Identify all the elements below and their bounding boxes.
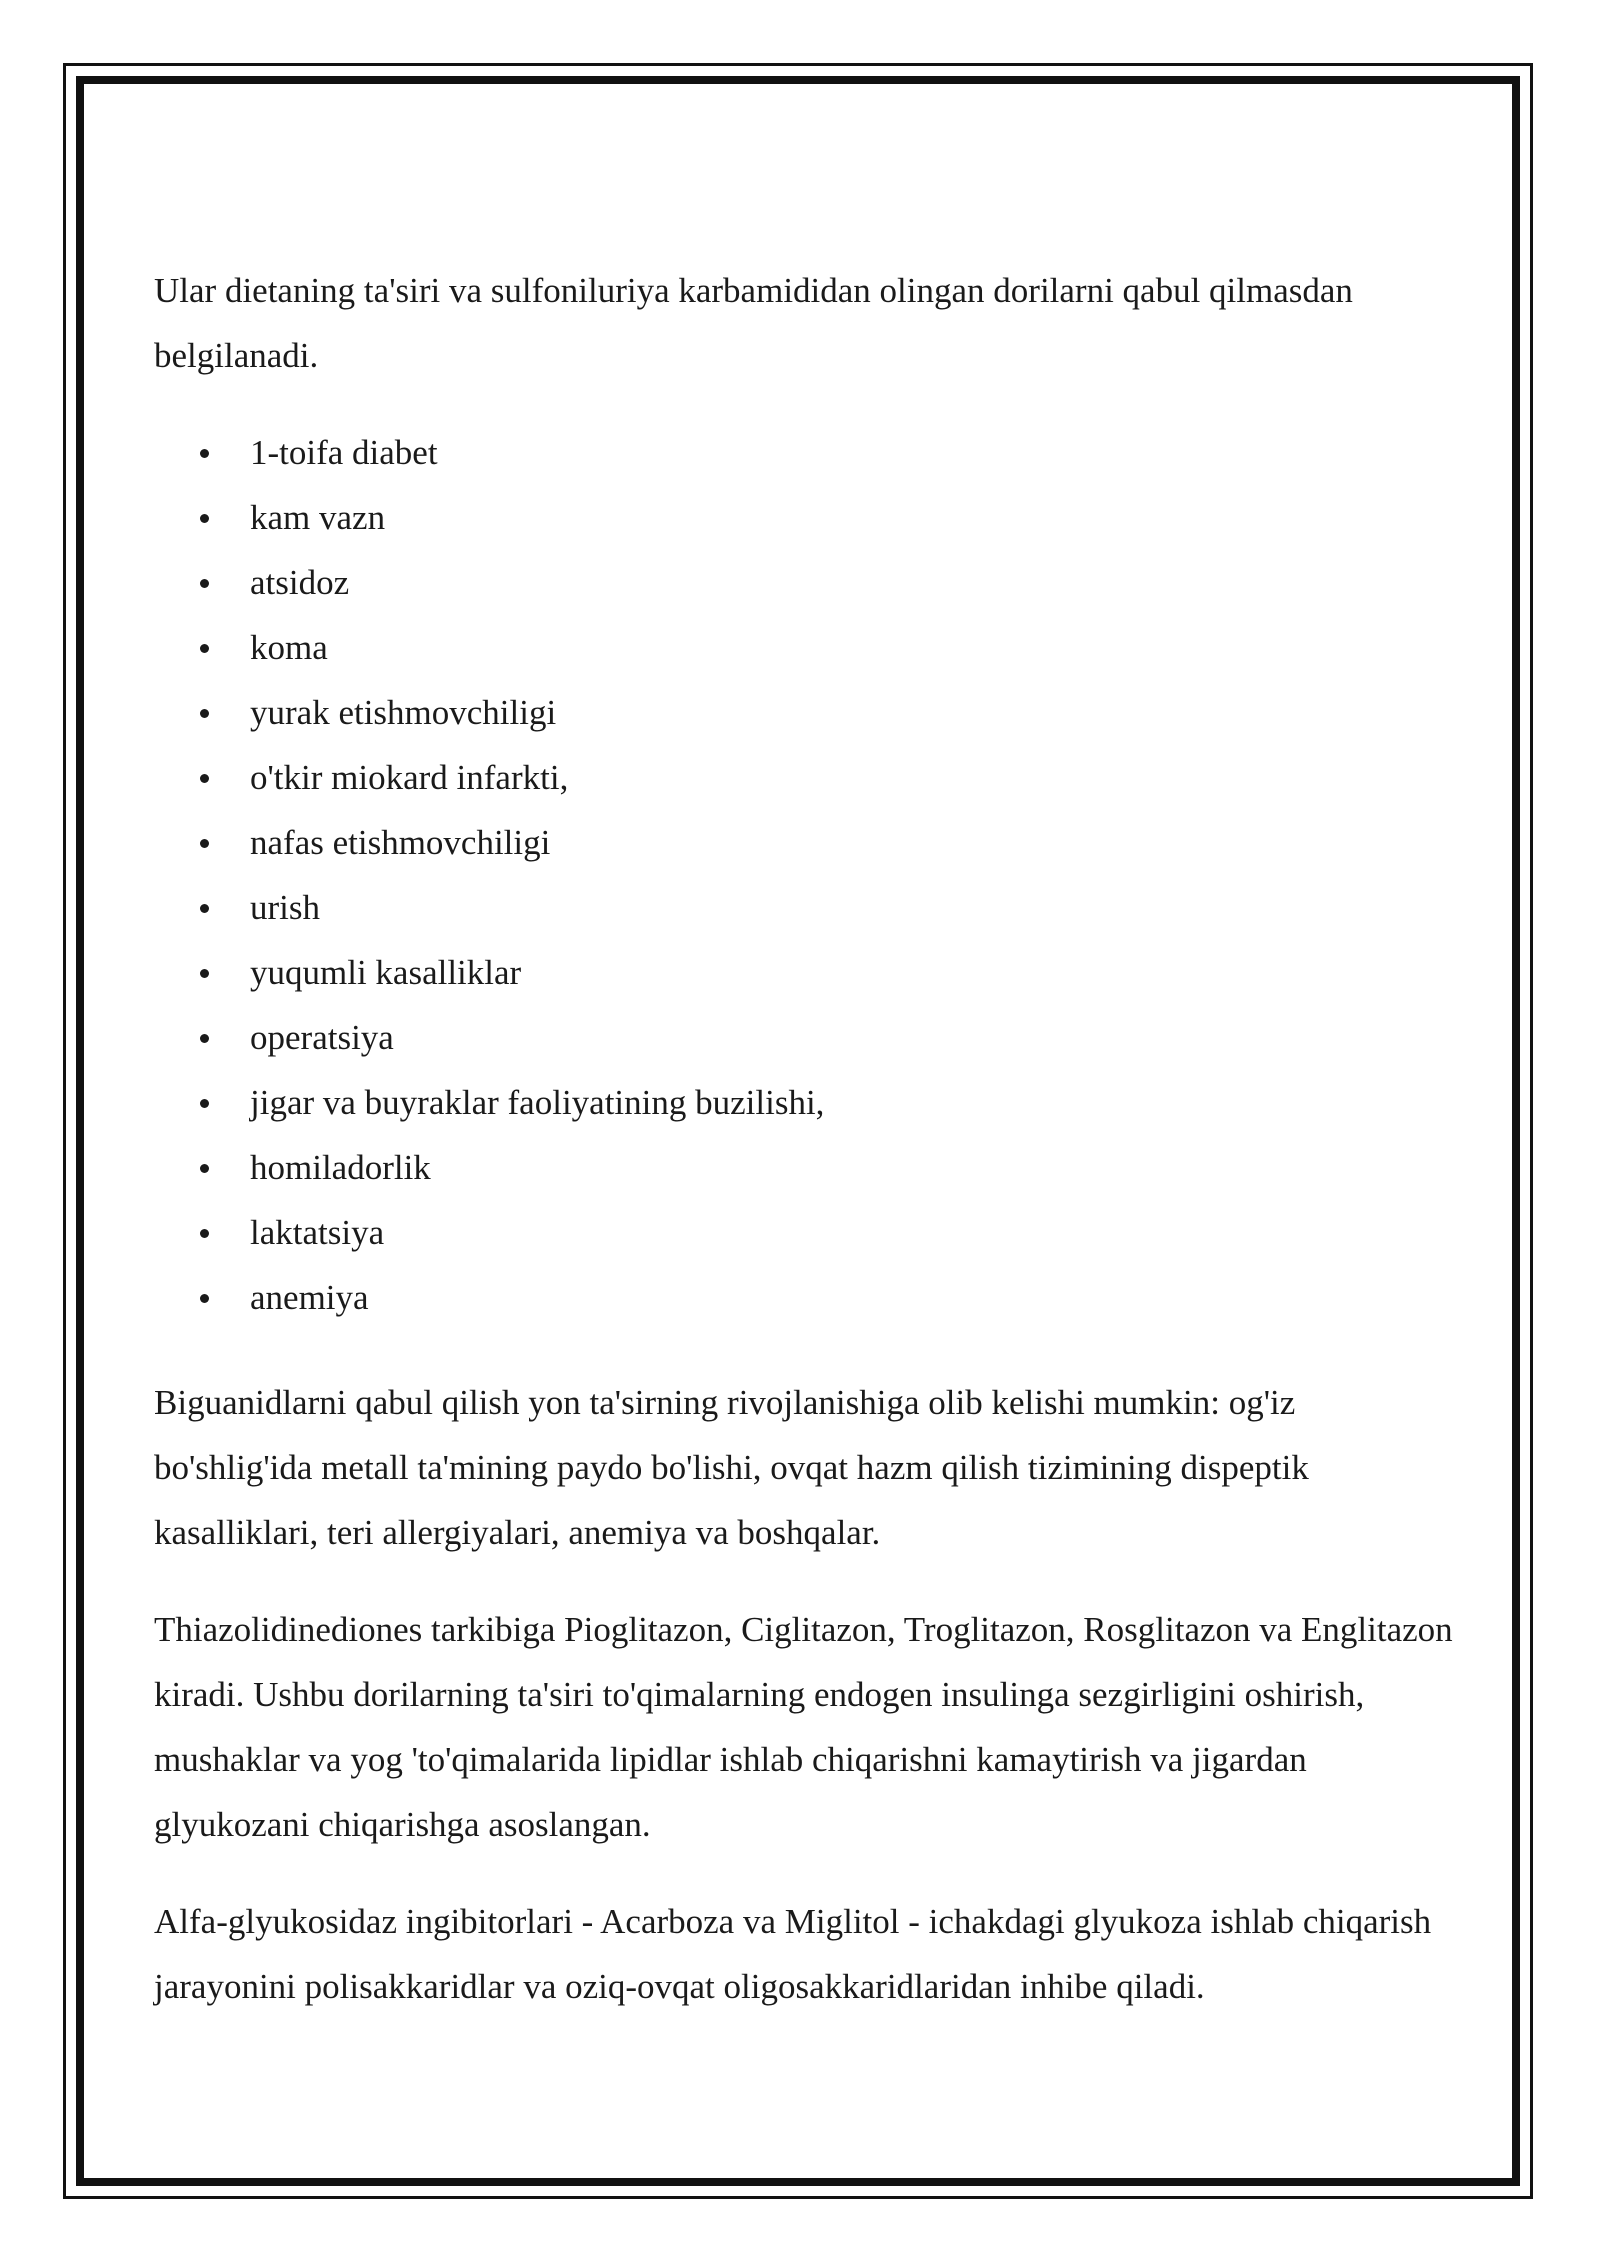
list-item [154, 940, 1454, 1005]
list-item-text: 1-toifa diabet [250, 433, 438, 472]
bullet-icon [200, 709, 209, 718]
bullet-icon [200, 1229, 209, 1238]
list-item-text: o'tkir miokard infarkti, [250, 758, 569, 797]
list-item-text: urish [250, 888, 320, 927]
contraindications-list [154, 420, 1454, 1330]
list-item-text: yuqumli kasalliklar [250, 953, 522, 992]
bullet-icon [200, 449, 209, 458]
bullet-icon [200, 644, 209, 653]
bullet-icon [200, 579, 209, 588]
list-item-text: jigar va buyraklar faoliyatining buzilishi, [250, 1083, 825, 1122]
list-item [154, 1265, 1454, 1330]
list-item [154, 1135, 1454, 1200]
bullet-icon [200, 904, 209, 913]
list-item-text: laktatsiya [250, 1213, 385, 1252]
list-item [154, 1070, 1454, 1135]
list-item [154, 485, 1454, 550]
list-item-text: yurak etishmovchiligi [250, 693, 557, 732]
bullet-icon [200, 1294, 209, 1303]
list-item [154, 810, 1454, 875]
list-item-text: homiladorlik [250, 1148, 431, 1187]
list-item [154, 680, 1454, 745]
list-item [154, 745, 1454, 810]
list-item-text: koma [250, 628, 328, 667]
bullet-icon [200, 1034, 209, 1043]
list-item-text: kam vazn [250, 498, 386, 537]
list-item-text: operatsiya [250, 1018, 394, 1057]
list-item [154, 420, 1454, 485]
bullet-icon [200, 1164, 209, 1173]
list-item [154, 615, 1454, 680]
document-body [154, 258, 1454, 2051]
list-item [154, 550, 1454, 615]
thiazolidinediones-paragraph: Thiazolidinediones tarkibiga Pioglitazon, Ciglitazon, Troglitazon, Rosglitazon va Englitazon kiradi. Ushbu dorilarning ta'siri to'qimalarning endogen insulinga sezgirligini oshirish, mushaklar va yog 'to'qimalarida lipidlar ishlab chiqarishni kamaytirish va jigardan glyukozani chiqarishga asoslangan. [154, 1610, 1453, 1844]
intro-paragraph: Ular dietaning ta'siri va sulfoniluriya karbamididan olingan dorilarni qabul qilmasdan belgilanadi. [154, 271, 1353, 375]
list-item [154, 1005, 1454, 1070]
list-item-text: anemiya [250, 1278, 369, 1317]
biguanides-paragraph: Biguanidlarni qabul qilish yon ta'sirning rivojlanishiga olib kelishi mumkin: og'iz bo'shlig'ida metall ta'mining paydo bo'lishi, ovqat hazm qilish tizimining dispeptik kasalliklari, teri allergiyalari, anemiya va boshqalar. [154, 1383, 1309, 1552]
bullet-icon [200, 969, 209, 978]
list-item-text: atsidoz [250, 563, 350, 602]
bullet-icon [200, 514, 209, 523]
list-item [154, 1200, 1454, 1265]
bullet-icon [200, 839, 209, 848]
alpha-glucosidase-paragraph: Alfa-glyukosidaz ingibitorlari - Acarboza va Miglitol - ichakdagi glyukoza ishlab chiqarish jarayonini polisakkaridlar va oziq-ovqat oligosakkaridlaridan inhibe qiladi. [154, 1902, 1432, 2006]
bullet-icon [200, 1099, 209, 1108]
bullet-icon [200, 774, 209, 783]
list-item [154, 875, 1454, 940]
list-item-text: nafas etishmovchiligi [250, 823, 551, 862]
